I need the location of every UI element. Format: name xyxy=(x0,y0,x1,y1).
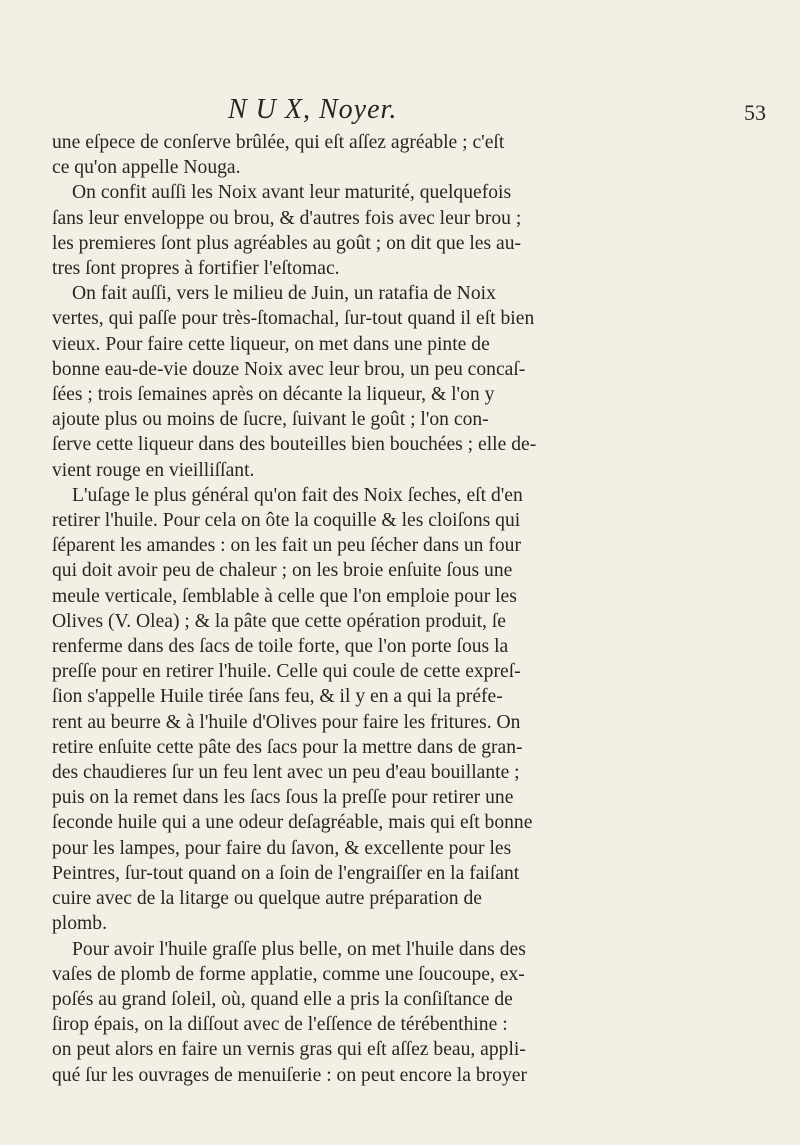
text-line: On confit auſſi les Noix avant leur maturité, quelquefois xyxy=(72,182,512,204)
running-head: N U X, Noyer. xyxy=(228,94,398,125)
paragraph xyxy=(52,180,796,281)
text-line: meule verticale, ſemblable à celle que l'on emploie pour les xyxy=(52,585,517,607)
text-line: ſion s'appelle Huile tirée ſans feu, & il y en a qui la préfe- xyxy=(52,686,503,708)
paragraph xyxy=(52,483,796,937)
text-line: qué ſur les ouvrages de menuiſerie : on peut encore la broyer xyxy=(52,1064,527,1086)
text-line: rent au beurre & à l'huile d'Olives pour faire les fritures. On xyxy=(52,711,521,733)
text-line: Olives (V. Olea) ; & la pâte que cette opération produit, ſe xyxy=(52,610,506,632)
text-line: qui doit avoir peu de chaleur ; on les broie enſuite ſous une xyxy=(52,560,513,582)
text-line: on peut alors en faire un vernis gras qui eſt aſſez beau, appli- xyxy=(52,1039,526,1061)
text-line: les premieres ſont plus agréables au goût ; on dit que les au- xyxy=(52,232,522,254)
text-line: retire enſuite cette pâte des ſacs pour la mettre dans de gran- xyxy=(52,736,523,758)
paragraph xyxy=(52,937,796,1088)
text-line: On fait auſſi, vers le milieu de Juin, un ratafia de Noix xyxy=(72,283,496,305)
text-line: retirer l'huile. Pour cela on ôte la coquille & les cloiſons qui xyxy=(52,510,521,532)
text-line: pour les lampes, pour faire du ſavon, & excellente pour les xyxy=(52,837,512,859)
text-line: bonne eau-de-vie douze Noix avec leur brou, un peu concaſ- xyxy=(52,358,526,380)
text-line: ſirop épais, on la diſſout avec de l'eſſence de térébenthine : xyxy=(52,1014,508,1036)
paragraph xyxy=(52,281,796,483)
body-text xyxy=(52,130,796,1088)
page-header xyxy=(0,94,800,130)
text-line: ſées ; trois ſemaines après on décante la liqueur, & l'on y xyxy=(52,384,495,406)
text-line: ſéparent les amandes : on les fait un peu ſécher dans un four xyxy=(52,535,521,557)
text-line: preſſe pour en retirer l'huile. Celle qui coule de cette expreſ- xyxy=(52,661,521,683)
text-line: ſans leur enveloppe ou brou, & d'autres fois avec leur brou ; xyxy=(52,207,522,229)
text-line: cuire avec de la litarge ou quelque autre préparation de xyxy=(52,888,482,910)
text-line: Pour avoir l'huile graſſe plus belle, on met l'huile dans des xyxy=(72,938,526,960)
text-line: Peintres, ſur-tout quand on a ſoin de l'engraiſſer en la faiſant xyxy=(52,862,520,884)
text-line: ce qu'on appelle Nouga. xyxy=(52,157,241,179)
text-line: tres ſont propres à fortifier l'eſtomac. xyxy=(52,258,340,280)
text-line: renferme dans des ſacs de toile forte, que l'on porte ſous la xyxy=(52,636,509,658)
page-number: 53 xyxy=(744,100,766,125)
text-line: des chaudieres ſur un feu lent avec un peu d'eau bouillante ; xyxy=(52,762,520,784)
text-line: vertes, qui paſſe pour très-ſtomachal, ſur-tout quand il eſt bien xyxy=(52,308,535,330)
text-line: une eſpece de conſerve brûlée, qui eſt aſſez agréable ; c'eſt xyxy=(52,132,505,153)
text-line: vaſes de plomb de forme applatie, comme une ſoucoupe, ex- xyxy=(52,963,525,985)
text-line: ajoute plus ou moins de ſucre, ſuivant le goût ; l'on con- xyxy=(52,409,489,431)
text-line: vieux. Pour faire cette liqueur, on met dans une pinte de xyxy=(52,333,490,355)
text-line: plomb. xyxy=(52,913,107,935)
text-line: poſés au grand ſoleil, où, quand elle a pris la conſiſtance de xyxy=(52,988,513,1010)
text-line: vient rouge en vieilliſſant. xyxy=(52,459,255,481)
text-line: ſeconde huile qui a une odeur deſagréable, mais qui eſt bonne xyxy=(52,812,533,834)
text-line: ſerve cette liqueur dans des bouteilles bien bouchées ; elle de- xyxy=(52,434,537,456)
paragraph xyxy=(52,130,796,180)
text-line: puis on la remet dans les ſacs ſous la preſſe pour retirer une xyxy=(52,787,514,809)
text-line: L'uſage le plus général qu'on fait des Noix ſeches, eſt d'en xyxy=(72,484,523,506)
